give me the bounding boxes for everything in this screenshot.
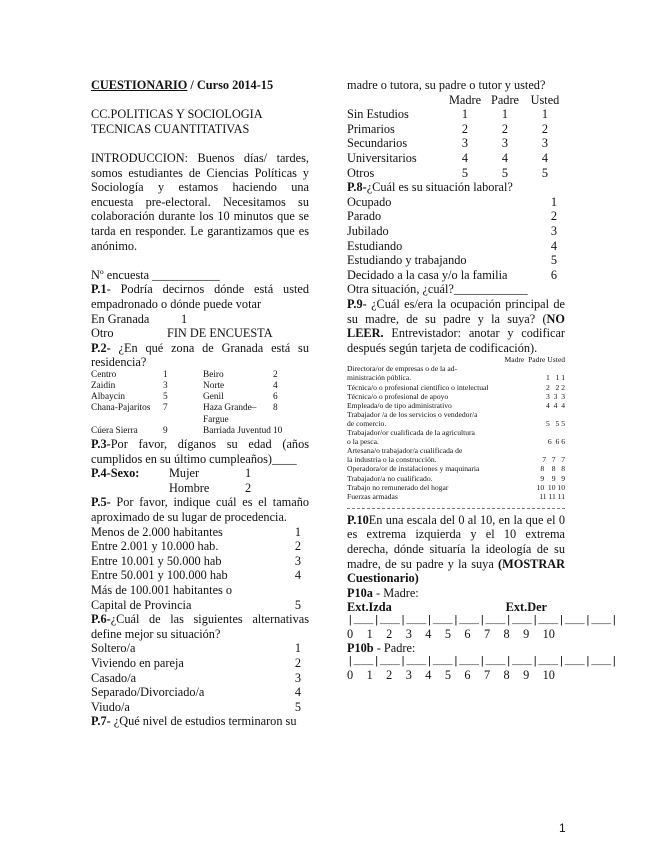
p9-row <box>347 401 565 410</box>
p9-row-label: Artesana/o trabajador/a cualificada de <box>347 446 463 456</box>
zone-name: Albaycin <box>91 392 126 403</box>
p6-option-code: 2 <box>294 656 302 670</box>
zone-code: 3 <box>163 381 168 392</box>
p6-option-label: Viudo/a <box>91 699 130 714</box>
zone-code: 4 <box>273 381 278 392</box>
p5-option <box>91 598 309 613</box>
course-year: / Curso 2014-15 <box>187 78 274 92</box>
p10a-label: P10a <box>347 585 373 600</box>
p10a-scale[interactable]: |___|___|___|___|___|___|___|___|___|___| <box>347 614 618 627</box>
question-p10 <box>347 513 565 586</box>
zone-code: 8 <box>273 403 278 414</box>
zone-name: Norte <box>203 381 225 392</box>
zone-name: Genil <box>203 392 224 403</box>
p7-cell: 5 <box>461 165 469 180</box>
p9-row-codes <box>517 446 565 455</box>
p9-row <box>347 419 565 428</box>
p7-header-row <box>347 93 565 108</box>
p10b-text: - Padre: <box>373 640 416 655</box>
p10b-scale[interactable]: |___|___|___|___|___|___|___|___|___|___| <box>347 655 618 668</box>
p2-label: P.2- <box>91 340 111 355</box>
p7-cell: 3 <box>541 136 549 151</box>
p2-text: ¿En qué zona de Granada está su residencia? <box>91 340 309 370</box>
p3-text: Por favor, díganos su edad (años cumplidos en su último cumpleaños)____ <box>91 437 309 466</box>
p7-header: Usted <box>530 92 560 107</box>
p10-label: P.10 <box>347 512 369 527</box>
p5-option-label: Capital de Provincia <box>91 597 192 612</box>
p8-other: Otra situación, ¿cuál?____________ <box>347 282 528 297</box>
p9-row-label: la industria o la construcción. <box>347 455 437 465</box>
p8-option-label: Estudiando y trabajando <box>347 253 467 268</box>
question-p3 <box>91 437 309 466</box>
scale-number: 1 <box>366 667 373 682</box>
p5-option-code: 1 <box>294 524 302 539</box>
p3-label: P.3- <box>91 437 111 452</box>
p7-text: ¿Qué nivel de estudios terminaron su <box>110 714 297 729</box>
scale-number: 0 <box>347 626 354 641</box>
org-line-1: CC.POLITICAS Y SOCIOLOGIA <box>91 107 263 122</box>
p10-scale-ends <box>347 600 547 615</box>
p8-option-code: 6 <box>550 267 558 282</box>
p9-row-label: ministración pública. <box>347 373 412 383</box>
p1-opt2-label: Otro <box>91 326 114 341</box>
p9-row-codes: 8 8 8 <box>540 464 565 474</box>
p10-text: En una escala del 0 al 10, en la que el 0 es extrema izquierda y el 10 extrema derecha, dónde situaría la ideología de su madre, de su padre y la suya <box>347 512 565 571</box>
p9-row-label: o la pesca. <box>347 437 379 447</box>
scale-number: 3 <box>405 626 412 641</box>
p7-cell: 3 <box>501 136 509 151</box>
p6-option <box>91 671 309 686</box>
p7-text-continued: madre o tutora, su padre o tutor y usted? <box>347 78 546 92</box>
p4-code1: 1 <box>245 466 252 481</box>
p7-cell: 4 <box>501 150 509 165</box>
scale-number: 9 <box>523 667 530 682</box>
org-line-2: TECNICAS CUANTITATIVAS <box>91 121 250 136</box>
scale-number: 5 <box>444 626 451 641</box>
scale-number: 2 <box>386 626 393 641</box>
scale-left-end: Ext.Izda <box>347 600 392 615</box>
p9-row <box>347 373 565 382</box>
p4-row-1 <box>91 466 309 481</box>
p8-options <box>347 195 565 283</box>
p9-row <box>347 492 565 501</box>
p1-label: P.1 <box>91 282 107 297</box>
zone-name: Chana-Pajaritos <box>91 403 151 414</box>
p7-row-label: Secundarios <box>347 136 408 151</box>
scale-number: 9 <box>523 626 530 641</box>
p9-text: ¿Cuál es/era la ocupación principal de su madre, de su padre y la suya? ( <box>347 296 565 326</box>
scale-right-end: Ext.Der <box>505 600 547 615</box>
p9-row-codes: 6 6 6 <box>547 437 565 447</box>
p7-cell: 1 <box>461 107 469 122</box>
p8-option-label: Decidado a la casa y/o la familia <box>347 267 508 282</box>
page-number: 1 <box>559 821 566 835</box>
p8-option-code: 1 <box>550 194 558 209</box>
p5-options <box>91 525 309 613</box>
p9-row <box>347 455 565 464</box>
p9-row-label: Trabajador /a de los servicios o vendedor/a <box>347 409 478 419</box>
p7-cell: 4 <box>461 150 469 165</box>
p9-row-label: Técnica/o o profesional de apoyo <box>347 391 449 401</box>
p9-row <box>347 483 565 492</box>
p9-label: P.9- <box>347 296 367 311</box>
p5-option-label: Entre 2.001 y 10.000 hab. <box>91 539 219 554</box>
p7-cell: 1 <box>501 107 509 122</box>
divider <box>347 508 565 509</box>
scale-number: 7 <box>483 626 491 641</box>
scale-number: 1 <box>366 626 373 641</box>
p1-option-1 <box>91 312 309 327</box>
question-p7 <box>91 714 309 729</box>
p7-row <box>347 107 565 122</box>
p6-option-label: Viviendo en pareja <box>91 656 184 670</box>
p6-text: ¿Cuál de las siguientes alternativas define mejor su situación? <box>91 612 309 641</box>
p9-row <box>347 383 565 392</box>
p6-option-code: 4 <box>294 685 302 700</box>
p8-option <box>347 239 565 254</box>
p1-opt1-code: 1 <box>181 311 188 326</box>
scale-number: 2 <box>386 667 393 682</box>
scale-number: 6 <box>464 667 471 682</box>
p9-occupation-table <box>347 364 565 500</box>
p7-row <box>347 136 565 151</box>
p9-row-codes: 1 1 1 <box>546 373 565 383</box>
p7-row-label: Primarios <box>347 121 395 136</box>
scale-number: 8 <box>503 667 510 682</box>
p9-row-codes: 4 4 4 <box>546 400 565 410</box>
scale-number: 10 <box>542 626 555 641</box>
p9-row-codes <box>517 364 565 373</box>
scale-number: 4 <box>425 667 432 682</box>
p8-option-code: 2 <box>550 209 558 224</box>
p6-option-code: 5 <box>294 699 302 714</box>
p10b-scale-numbers <box>347 668 555 682</box>
p8-option <box>347 209 565 224</box>
question-p6 <box>91 612 309 641</box>
p4-opt2: Hombre <box>169 480 210 495</box>
p8-option <box>347 253 565 268</box>
p2-zones-grid <box>91 370 309 437</box>
p8-option-code: 4 <box>550 238 558 253</box>
scale-number: 4 <box>425 626 432 641</box>
p9-row <box>347 392 565 401</box>
document-header <box>91 78 309 93</box>
p6-option-label: Separado/Divorciado/a <box>91 685 205 700</box>
p9-row <box>347 410 565 419</box>
p1-opt2-note: FIN DE ENCUESTA <box>167 326 273 341</box>
p7-cell: 5 <box>501 165 509 180</box>
p6-label: P.6- <box>91 612 111 627</box>
p9-row <box>347 428 565 437</box>
p5-option <box>91 568 309 583</box>
p7-cell: 2 <box>461 121 469 136</box>
p8-option <box>347 268 565 283</box>
p8-option <box>347 195 565 210</box>
p10b-heading <box>347 641 565 656</box>
p7-header-spacer <box>347 93 445 108</box>
p1-option-2 <box>91 326 309 341</box>
question-p2 <box>91 341 309 370</box>
zone-code: 2 <box>273 369 278 380</box>
scale-number: 3 <box>405 667 412 682</box>
p9-row <box>347 464 565 473</box>
zone-code: 7 <box>163 403 168 414</box>
p9-row-codes: 5 5 5 <box>546 418 565 428</box>
p7-row <box>347 151 565 166</box>
p6-option-code: 1 <box>294 641 302 656</box>
scale-number: 5 <box>444 667 451 682</box>
p9-row <box>347 437 565 446</box>
scale-number: 8 <box>503 626 510 641</box>
p8-text: ¿Cuál es su situación laboral? <box>366 180 513 195</box>
p9-row-label: Empleada/o de tipo administrativo <box>347 400 452 410</box>
zone-code: 6 <box>273 392 278 403</box>
p10b-label: P10b <box>347 640 374 655</box>
p9-row <box>347 446 565 455</box>
p7-cell: 4 <box>541 150 549 165</box>
p10a-scale-numbers <box>347 627 555 641</box>
questionnaire-title: CUESTIONARIO <box>91 78 188 92</box>
p8-option-code: 3 <box>550 223 558 238</box>
scale-number: 6 <box>464 626 471 641</box>
p6-option-code: 3 <box>294 670 302 685</box>
p8-option-code: 5 <box>550 253 558 268</box>
p7-cell: 2 <box>541 121 549 136</box>
p5-option-label: Entre 10.001 y 50.000 hab <box>91 553 222 568</box>
p5-option-code <box>287 583 309 598</box>
p5-option <box>91 539 309 554</box>
p10-show-note: (MOSTRAR Cuestionario) <box>347 556 565 586</box>
p5-option-code: 5 <box>294 597 302 612</box>
zone-code: 5 <box>163 392 168 403</box>
p5-label: P.5- <box>91 495 111 510</box>
p4-opt1: Mujer <box>169 466 200 481</box>
p10a-heading <box>347 586 565 601</box>
question-p9 <box>347 297 565 355</box>
p1-text: - Podría decirnos dónde está usted empadronado o dónde puede votar <box>91 282 309 311</box>
p10a-text: - Madre: <box>372 585 419 600</box>
p8-option <box>347 224 565 239</box>
p9-row-codes: 7 7 7 <box>542 455 565 465</box>
p5-option-label: Menos de 2.000 habitantes <box>91 524 223 539</box>
question-p8 <box>347 180 565 195</box>
p9-no-leer: NO LEER. <box>347 311 565 341</box>
scale-number: 10 <box>542 667 555 682</box>
p8-option-label: Estudiando <box>347 238 403 253</box>
p5-option-label: Más de 100.001 habitantes o <box>91 583 233 598</box>
p7-cell: 1 <box>541 107 549 122</box>
p4-code2: 2 <box>245 480 252 495</box>
p6-option <box>91 700 309 715</box>
p7-row-label: Universitarios <box>347 150 417 165</box>
zone-name: Haza Grande–Fargue <box>203 403 257 425</box>
p8-option-label: Parado <box>347 209 382 224</box>
p9-row-label: Trabajador/or cualificada de la agricultura <box>347 428 475 438</box>
p9-row-label: de comercio. <box>347 418 387 428</box>
p6-option <box>91 641 309 656</box>
zone-code: 10 <box>273 425 283 436</box>
survey-number: Nº encuesta ___________ <box>91 267 220 282</box>
left-column <box>91 78 309 729</box>
p6-option-label: Casado/a <box>91 670 137 685</box>
p6-option-label: Soltero/a <box>91 641 136 656</box>
p7-header: Madre <box>448 92 482 107</box>
zone-code: 9 <box>163 425 168 436</box>
p9-headers: Madre Padre Usted <box>504 355 565 365</box>
p9-row-label: Fuerzas armadas <box>347 491 398 501</box>
p8-option-label: Jubilado <box>347 223 389 238</box>
p8-label: P.8- <box>347 180 367 195</box>
p9-row-label: Técnica/o o profesional científico o intelectual <box>347 382 489 392</box>
zone-name: Cúera Sierra <box>91 425 138 436</box>
p7-row-label: Otros <box>347 165 375 180</box>
scale-number: 0 <box>347 667 354 682</box>
p8-option-label: Ocupado <box>347 194 392 209</box>
p6-option <box>91 656 309 671</box>
p5-option-code: 2 <box>294 539 302 554</box>
p7-cell: 5 <box>541 165 549 180</box>
p5-option-label: Entre 50.001 y 100.000 hab <box>91 568 228 583</box>
p7-row <box>347 166 565 181</box>
p9-row-codes: 2 2 2 <box>546 382 565 392</box>
zone-name: Barriada Juventud <box>203 425 271 436</box>
p9-row-codes <box>517 428 565 437</box>
p6-option <box>91 685 309 700</box>
p9-row-label: Trabajador/a no cualificado. <box>347 473 433 483</box>
p9-text2: Entrevistador: anotar y codificar después según tarjeta de codificación). <box>347 326 565 355</box>
p9-row-codes: 3 3 3 <box>546 391 565 401</box>
p4-label: P.4-Sexo: <box>91 466 140 481</box>
p7-cell: 3 <box>461 136 469 151</box>
p6-options <box>91 641 309 714</box>
p9-row-label: Trabajo no remunerado del hogar <box>347 482 449 492</box>
p9-row-codes: 9 9 9 <box>540 473 565 483</box>
p7-label: P.7- <box>91 714 111 729</box>
p9-row-codes: 10 10 10 <box>536 482 565 492</box>
p5-text: Por favor, indique cuál es el tamaño aproximado de su lugar de procedencia. <box>91 495 309 525</box>
p5-option <box>91 583 309 598</box>
right-column <box>347 78 618 682</box>
p1-opt1-label: En Granada <box>91 311 150 326</box>
p5-option-code: 4 <box>294 568 302 583</box>
p4-row-2 <box>91 481 309 496</box>
p9-row-codes <box>517 410 565 419</box>
p9-row <box>347 474 565 483</box>
p5-option <box>91 525 309 540</box>
p9-row-label: Directora/or de empresas o de la ad- <box>347 364 458 374</box>
p5-option <box>91 554 309 569</box>
p7-cell: 2 <box>501 121 509 136</box>
p7-row-label: Sin Estudios <box>347 107 409 122</box>
zone-code: 1 <box>163 369 168 380</box>
p7-header: Padre <box>491 92 519 107</box>
zone-name: Centro <box>91 369 117 380</box>
scale-number: 7 <box>483 667 491 682</box>
p7-education-table <box>347 93 565 181</box>
p9-row-label: Operadora/or de instalaciones y maquinaria <box>347 464 480 474</box>
intro-paragraph: INTRODUCCION: Buenos días/ tardes, somos estudiantes de Ciencias Políticas y Sociología y estamos haciendo una encuesta pre-electoral. Necesitamos su colaboración durante los 10 minutos que se tarda en responder. Le garantizamos que es anónimo. <box>91 150 309 253</box>
p9-row-codes: 11 11 11 <box>539 491 565 501</box>
question-p5 <box>91 495 309 524</box>
question-p1 <box>91 282 309 311</box>
zone-name: Beiro <box>203 369 224 380</box>
p9-row <box>347 364 565 373</box>
p5-option-code: 3 <box>294 553 302 568</box>
zone-name: Zaidín <box>91 381 116 392</box>
p7-row <box>347 122 565 137</box>
